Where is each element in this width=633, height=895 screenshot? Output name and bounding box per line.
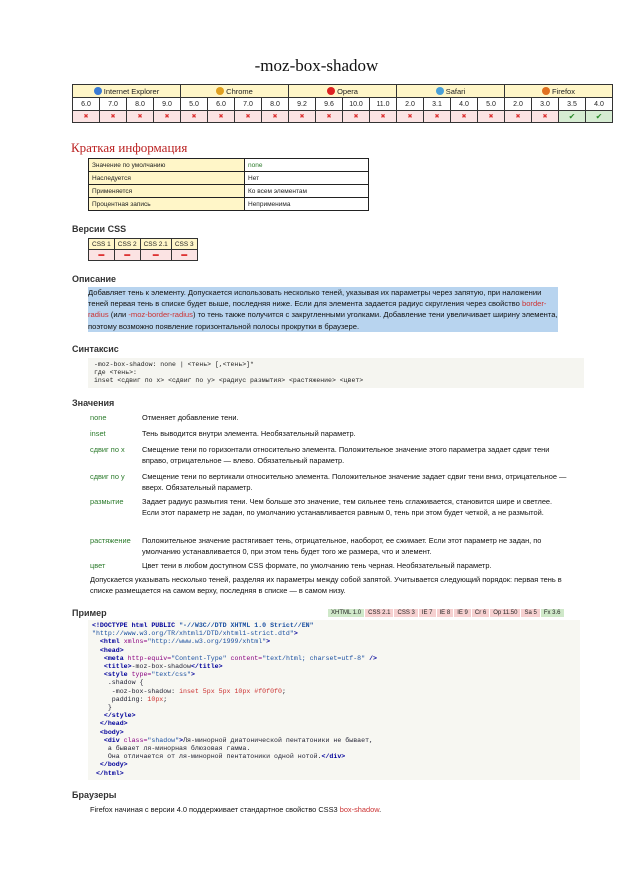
compat-badge: IE 7	[419, 609, 436, 617]
browser-label: Firefox	[552, 86, 575, 96]
value-name: сдвиг по x	[90, 445, 125, 454]
compat-badge: IE 9	[454, 609, 471, 617]
css-version-support-row	[89, 250, 198, 261]
compat-badge: CSS 2.1	[365, 609, 393, 617]
info-key: Значение по умолчанию	[89, 159, 245, 172]
compat-badge: Cr 6	[472, 609, 489, 617]
compat-badge: XHTML 1.0	[328, 609, 364, 617]
syntax-code-block: -moz-box-shadow: none | <тень> [,<тень>]* где <тень>: inset <сдвиг по x> <сдвиг по y> <радиус размытия> <растяжение> <цвет>	[88, 358, 584, 388]
info-value: Ко всем элементам	[245, 185, 369, 198]
unsupported-icon: ✖	[154, 111, 181, 123]
browser-version: 4.0	[451, 98, 478, 111]
browser-name	[505, 85, 613, 98]
css-version-label: CSS 3	[171, 239, 197, 250]
value-name: inset	[90, 429, 106, 438]
browser-header-row	[73, 85, 613, 98]
browser-version: 3.0	[532, 98, 559, 111]
value-item	[90, 413, 570, 424]
browser-support-table	[72, 84, 613, 123]
border-radius-link[interactable]: border-radius	[88, 299, 547, 320]
unsupported-icon: ✖	[100, 111, 127, 123]
compat-badge: Op 11.50	[490, 609, 520, 617]
unsupported-icon: ✖	[262, 111, 289, 123]
compat-badge: Fx 3.6	[541, 609, 564, 617]
unsupported-icon: ▬	[114, 250, 140, 261]
browser-version: 7.0	[235, 98, 262, 111]
info-value: Нет	[245, 172, 369, 185]
syntax-heading: Синтаксис	[72, 344, 119, 354]
value-name: none	[90, 413, 107, 422]
browser-version: 8.0	[127, 98, 154, 111]
css-version-label: CSS 1	[89, 239, 115, 250]
unsupported-icon: ▬	[171, 250, 197, 261]
example-compat-bar	[328, 609, 565, 619]
browser-version: 9.0	[154, 98, 181, 111]
value-desc: Цвет тени в любом доступном CSS формате, по умолчанию тень черная. Необязательный параметр.	[142, 561, 492, 570]
css-versions-heading: Версии CSS	[72, 224, 127, 234]
browser-name	[397, 85, 505, 98]
info-key: Применяется	[89, 185, 245, 198]
unsupported-icon: ✖	[127, 111, 154, 123]
value-desc: Смещение тени по горизонтали относительно элемента. Положительное значение этого параметра задает сдвиг тени вправо, отрицательное — влево. Обязательный параметр.	[142, 445, 550, 465]
css-version-label: CSS 2	[114, 239, 140, 250]
brief-info-table	[88, 158, 369, 211]
value-item	[90, 497, 570, 519]
value-desc: Тень выводится внутри элемента. Необязательный параметр.	[142, 429, 356, 438]
browser-label: Internet Explorer	[103, 86, 160, 96]
unsupported-icon: ✖	[343, 111, 370, 123]
supported-icon: ✔	[559, 111, 586, 123]
browser-version: 6.0	[73, 98, 100, 111]
info-key: Процентная запись	[89, 198, 245, 211]
browser-version: 11.0	[370, 98, 397, 111]
description-part: ) то тень также получится с закругленными уголками. Добавление тени увеличивает ширину элемента, поэтому возможно появление горизонтальной полосы прокрутки в браузере.	[88, 310, 558, 331]
value-item	[90, 429, 570, 440]
unsupported-icon: ✖	[370, 111, 397, 123]
unsupported-icon: ▬	[89, 250, 115, 261]
info-key: Наследуется	[89, 172, 245, 185]
unsupported-icon: ✖	[451, 111, 478, 123]
unsupported-icon: ✖	[73, 111, 100, 123]
value-desc: Смещение тени по вертикали относительно элемента. Положительное значение задает сдвиг тени вниз, отрицательное — вверх. Обязательный параметр.	[142, 472, 567, 492]
browser-label: Chrome	[226, 86, 253, 96]
values-heading: Значения	[72, 398, 115, 408]
browser-version: 9.2	[289, 98, 316, 111]
info-row	[89, 198, 369, 211]
browser-version: 4.0	[586, 98, 613, 111]
css-version-label: CSS 2.1	[140, 239, 171, 250]
browser-name	[73, 85, 181, 98]
unsupported-icon: ✖	[235, 111, 262, 123]
unsupported-icon: ✖	[316, 111, 343, 123]
value-name: растяжение	[90, 536, 131, 545]
value-desc: Положительное значение растягивает тень, отрицательное, наоборот, ее сжимает. Если этот параметр не задан, по умолчанию устанавливается 0, при этом тень будет того же размера, что и элемент.	[142, 536, 542, 556]
browser-version-row	[73, 98, 613, 111]
info-row	[89, 185, 369, 198]
unsupported-icon: ✖	[478, 111, 505, 123]
browser-version: 3.5	[559, 98, 586, 111]
moz-border-radius-link[interactable]: -moz-border-radius	[128, 310, 193, 320]
browser-version: 9.6	[316, 98, 343, 111]
chrome-icon	[216, 87, 224, 95]
unsupported-icon: ▬	[140, 250, 171, 261]
browser-label: Opera	[337, 86, 358, 96]
description-text	[88, 287, 558, 332]
browser-name	[289, 85, 397, 98]
browser-version: 10.0	[343, 98, 370, 111]
example-code-block: <!DOCTYPE html PUBLIC "-//W3C//DTD XHTML 1.0 Strict//EN" "http://www.w3.org/TR/xhtml1/DTD/xhtml1-strict.dtd"> <html xmlns="http://www.w3.org/1999/xhtml"> <head> <meta http-equiv="Content-Type" content="text/html; charset=utf-8" /> <title>-moz-box-shadow</title> <style type="text/css"> .shadow { -moz-box-shadow: inset 5px 5px 10px #f0f0f0; padding: 10px; } </style> </head> <body> <div class="shadow">Ля-минорной диатонической пентатоники не бывает, а бывает ля-минорная блюзовая гамма. Она отличается от ля-минорной пентатоники одной нотой.</div> </body> </html>	[88, 620, 580, 780]
info-row	[89, 159, 369, 172]
unsupported-icon: ✖	[181, 111, 208, 123]
info-value[interactable]: none	[245, 159, 369, 172]
firefox-icon	[542, 87, 550, 95]
info-value: Неприменима	[245, 198, 369, 211]
browser-version: 2.0	[397, 98, 424, 111]
value-name: цвет	[90, 561, 106, 570]
unsupported-icon: ✖	[424, 111, 451, 123]
compat-badge: Sa 5	[521, 609, 539, 617]
browser-version: 2.0	[505, 98, 532, 111]
unsupported-icon: ✖	[289, 111, 316, 123]
unsupported-icon: ✖	[505, 111, 532, 123]
browsers-note	[90, 805, 381, 814]
internet-explorer-icon	[94, 87, 102, 95]
box-shadow-link[interactable]: box-shadow	[339, 805, 380, 814]
browsers-note-text: Firefox начиная с версии 4.0 поддерживает стандартное свойство CSS3	[90, 805, 340, 814]
browser-label: Safari	[445, 86, 466, 96]
browser-version: 5.0	[478, 98, 505, 111]
unsupported-icon: ✖	[208, 111, 235, 123]
browser-version: 7.0	[100, 98, 127, 111]
browsers-heading: Браузеры	[72, 790, 117, 800]
css-versions-table	[88, 238, 198, 261]
value-item	[90, 472, 570, 494]
page-title: -moz-box-shadow	[254, 56, 379, 75]
values-note: Допускается указывать несколько теней, разделяя их параметры между собой запятой. Учитывается следующий порядок: первая тень в списке размещается на самом верху, последняя в списке — в самом низу.	[90, 575, 562, 595]
safari-icon	[436, 87, 444, 95]
unsupported-icon: ✖	[397, 111, 424, 123]
browser-support-row	[73, 111, 613, 123]
value-desc: Задает радиус размытия тени. Чем больше это значение, тем сильнее тень сглаживается, становится шире и светлее. Если этот параметр не задан, по умолчанию устанавливается равным 0, тень при этом будет четкой, а не размытой.	[142, 497, 553, 517]
value-item	[90, 536, 570, 558]
value-item	[90, 561, 570, 572]
value-desc: Отменяет добавление тени.	[142, 413, 239, 422]
browser-version: 5.0	[181, 98, 208, 111]
description-heading: Описание	[72, 274, 117, 284]
browser-version: 8.0	[262, 98, 289, 111]
compat-badge: IE 8	[437, 609, 454, 617]
description-part: Добавляет тень к элементу. Допускается использовать несколько теней, указывая их параметры через запятую, при наложении теней первая тень в списке будет выше, последняя ниже. Если для элемента задается радиус скругления через свойство	[88, 288, 542, 309]
browser-version: 3.1	[424, 98, 451, 111]
supported-icon: ✔	[586, 111, 613, 123]
css-version-header-row	[89, 239, 198, 250]
value-name: сдвиг по y	[90, 472, 125, 481]
brief-info-heading: Краткая информация	[71, 140, 188, 155]
info-row	[89, 172, 369, 185]
description-part: (или	[108, 310, 129, 320]
opera-icon	[327, 87, 335, 95]
example-heading: Пример	[72, 608, 107, 618]
value-item	[90, 445, 570, 467]
compat-badge: CSS 3	[394, 609, 417, 617]
unsupported-icon: ✖	[532, 111, 559, 123]
browsers-note-end: .	[379, 805, 382, 814]
browser-version: 6.0	[208, 98, 235, 111]
value-name: размытие	[90, 497, 124, 506]
browser-name	[181, 85, 289, 98]
